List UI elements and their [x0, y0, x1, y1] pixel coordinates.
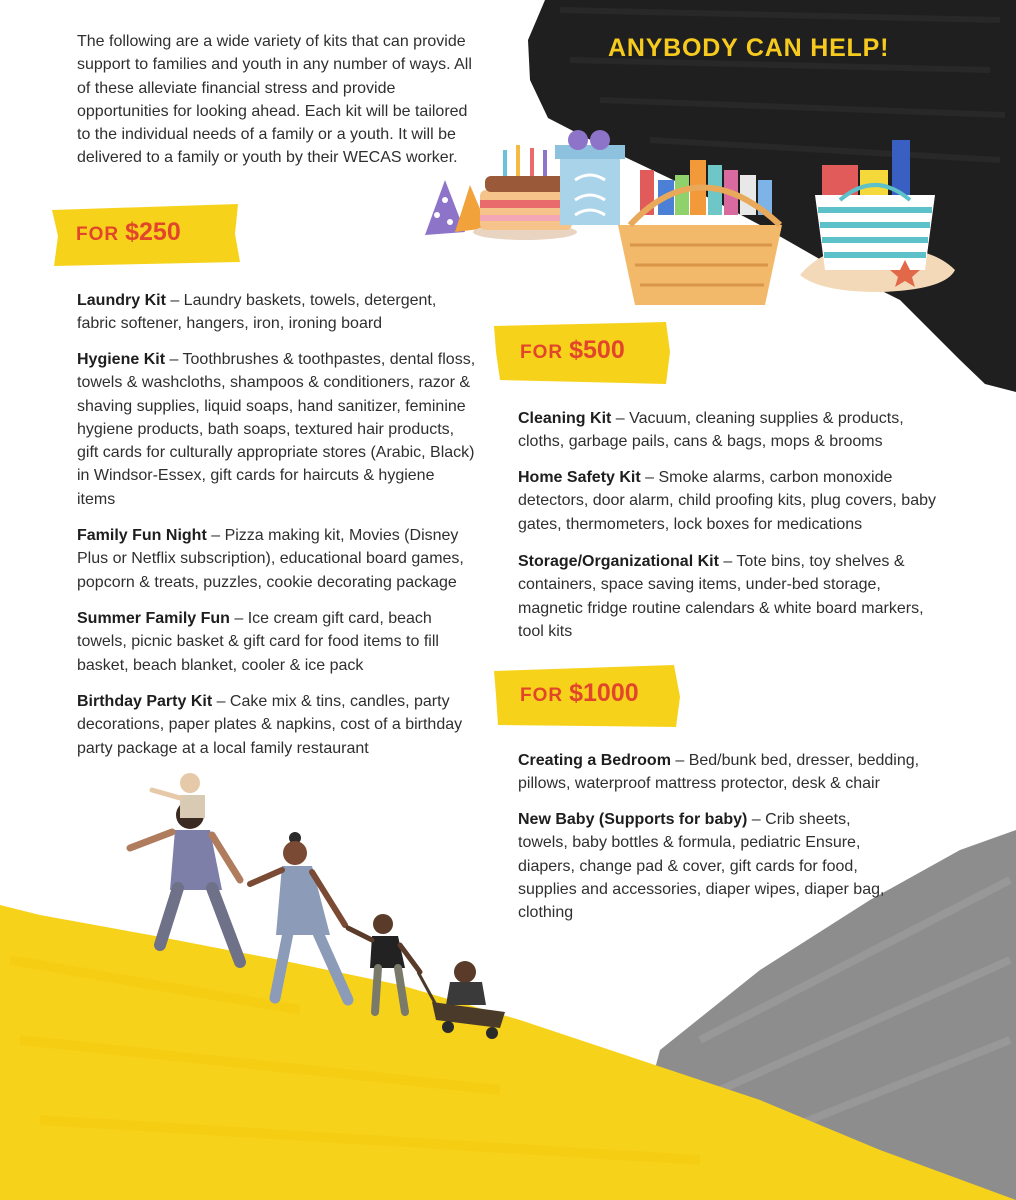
tier-amount: $1000: [569, 679, 639, 707]
kit-description: – Vacuum, cleaning supplies & products, cloths, garbage pails, cans & bags, mops & brooms: [518, 410, 904, 451]
kit-description: – Smoke alarms, carbon monoxide detectors, door alarm, child proofing kits, plug covers, baby gates, thermometers, lock boxes for medications: [518, 469, 936, 533]
tier-amount: $500: [569, 336, 625, 364]
kit-name: New Baby (Supports for baby): [518, 811, 748, 828]
kit-name: Creating a Bedroom: [518, 752, 671, 769]
kit-description: – Cake mix & tins, candles, party decorations, paper plates & napkins, cost of a birthday party package at a local family restaurant: [77, 693, 463, 757]
tier-amount: $250: [125, 218, 181, 246]
boy-figure: [348, 914, 420, 1012]
kit-name: Hygiene Kit: [77, 351, 166, 368]
intro-paragraph: The following are a wide variety of kits that can provide support to families and youth in any number of ways. All of these alleviate financial stress and provide opportunities for looking ahead. Each kit will be tailored to the individual needs of a family or a youth. It will be delivered to a family or youth by their WECAS worker.: [77, 33, 472, 167]
tier-for-label: FOR: [520, 685, 564, 706]
wagon-icon: [418, 961, 505, 1039]
kit-description: – Ice cream gift card, beach towels, picnic basket & gift card for food items to fill basket, beach blanket, cooler & ice pack: [77, 610, 439, 674]
kit-description: – Bed/bunk bed, dresser, bedding, pillows, waterproof mattress protector, desk & chair: [518, 752, 920, 793]
kit-name: Summer Family Fun: [77, 610, 230, 627]
kit-description: – Pizza making kit, Movies (Disney Plus or Netflix subscription), educational board games, popcorn & treats, puzzles, cookie decorating package: [77, 527, 464, 591]
kit-name: Storage/Organizational Kit: [518, 553, 719, 570]
kit-name: Home Safety Kit: [518, 469, 641, 486]
kit-description: – Toothbrushes & toothpastes, dental floss, towels & washcloths, shampoos & conditioners, razor & shaving supplies, liquid soaps, hand sanitizer, feminine hygiene products, bath soaps, textured hair products, gift cards for culturally appropriate stores (Arabic, Black) in Windsor-Essex, gift cards for haircuts & hygiene items: [77, 351, 476, 508]
tier-for-label: FOR: [520, 342, 564, 363]
mother-figure: [250, 832, 348, 1000]
kit-name: Cleaning Kit: [518, 410, 612, 427]
kit-name: Family Fun Night: [77, 527, 207, 544]
tier-for-label: FOR: [76, 224, 120, 245]
kit-name: Birthday Party Kit: [77, 693, 213, 710]
kit-description: – Laundry baskets, towels, detergent, fabric softener, hangers, iron, ironing board: [77, 292, 437, 333]
headline: ANYBODY CAN HELP!: [608, 34, 890, 62]
kit-name: Laundry Kit: [77, 292, 166, 309]
kit-description: – Crib sheets, towels, baby bottles & formula, pediatric Ensure, diapers, change pad & cover, gift cards for food, supplies and accessories, diaper wipes, diaper bag, clothing: [518, 811, 885, 922]
kit-description: – Tote bins, toy shelves & containers, space saving items, under-bed storage, magnetic fridge routine calendars & white board markers, tool kits: [518, 553, 924, 640]
father-figure: [130, 801, 240, 962]
